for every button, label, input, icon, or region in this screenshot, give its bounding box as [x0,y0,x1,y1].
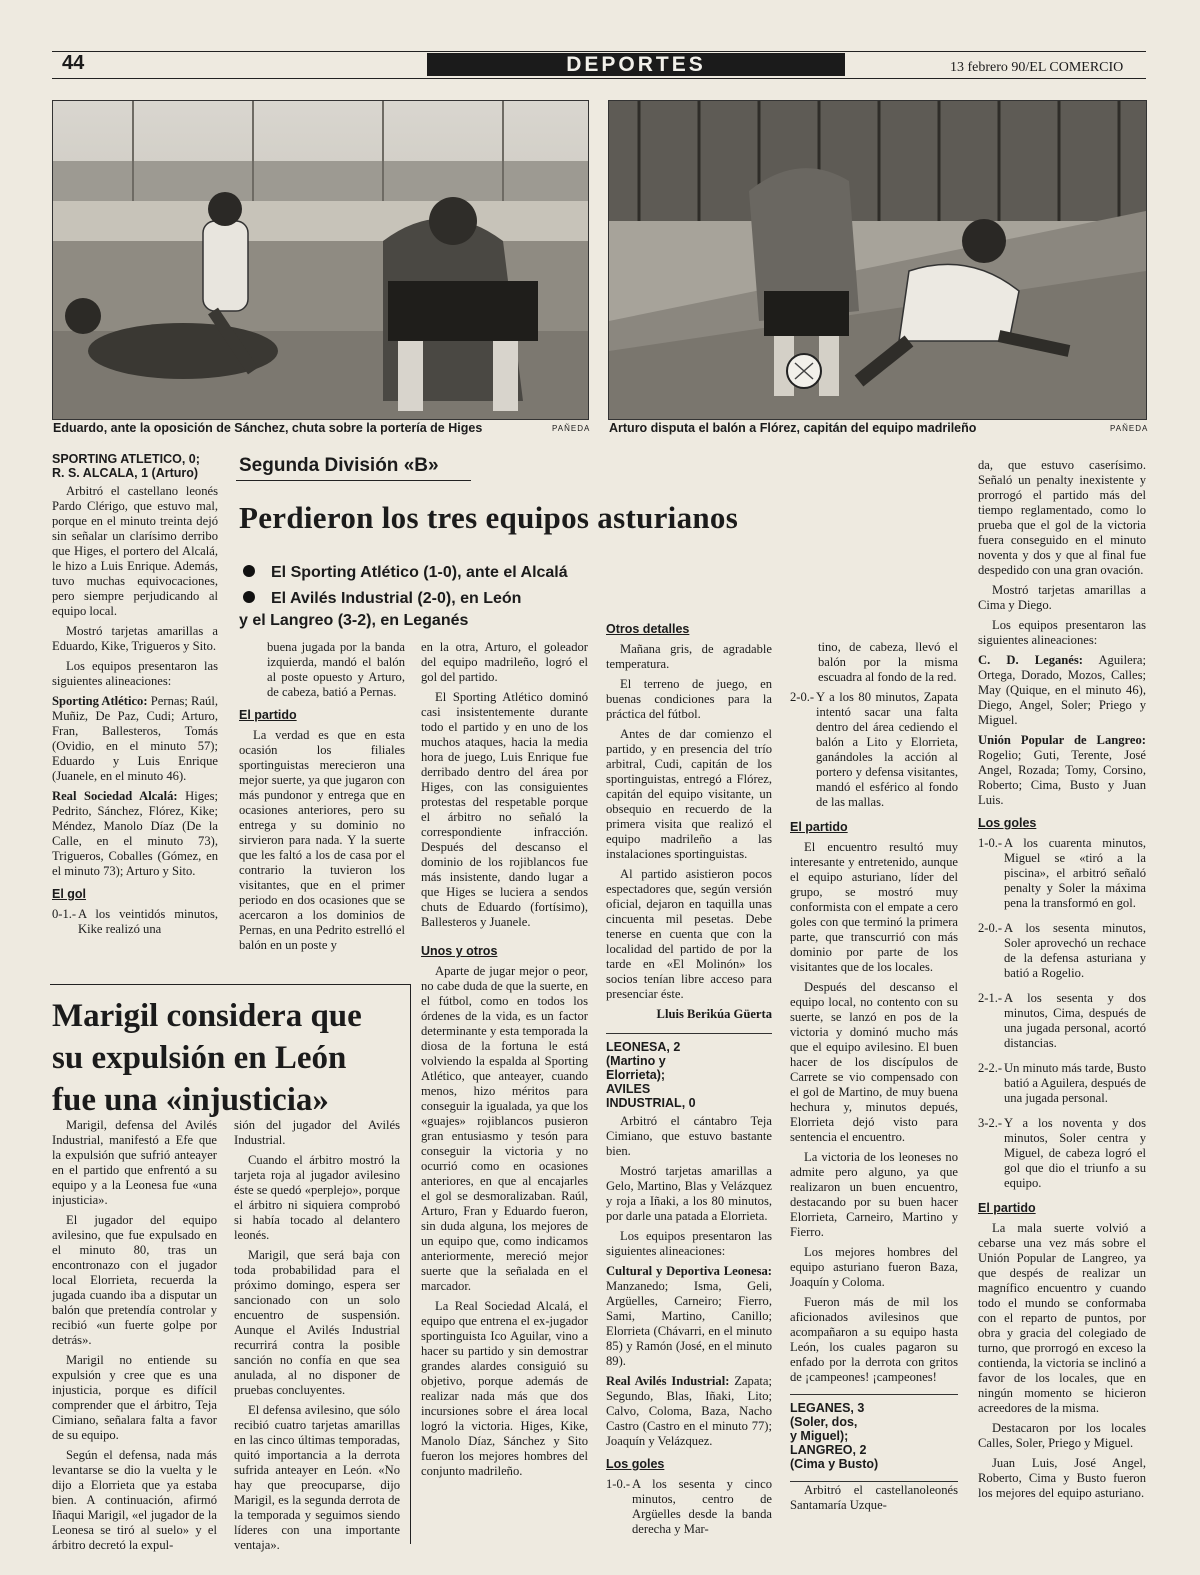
col6-lineups-intro: Los equipos presentaron las siguientes alineaciones: [978,618,1146,647]
kicker-rule [236,480,471,481]
marigil-paragraph-3: Marigil no entiende su expulsión y cree que es una injusticia, porque es difícil comprender que el árbitro, Teja Cimiano, señalara falta a favor de su equipo. [52,1353,217,1442]
leganes-goal-3: 2-1.- A los sesenta y dos minutos, Cima, después de una jugada personal, acortó distancias. [978,991,1146,1050]
col6-locals-paragraph: Destacaron por los locales Calles, Soler, Priego y Miguel. [978,1421,1146,1450]
sporting-report-column [52,452,218,947]
alcala-lineup: Real Sociedad Alcalá: Higes; Pedrito, Sánchez, Flórez, Kike; Méndez, Manolo Díaz (De la Calle, en el minuto 73), Trigueros, Coballes (Gómez, en el minuto 73); Arturo y Sito. [52,789,218,878]
col2-match-paragraph: La verdad es que en esta ocasión los filiales sportinguistas merecieron una mejor suerte, ya que jugaron con más pundonor y entrega que en ocasiones anteriores, pero su entrega y su dominio no sirvieron para nada. Y la suerte que les faltó a los de casa por el contrario la tuvieron los visitantes, que en el primer periodo en dos ocasiones que se acercaron a los dominios de Pernas, en una Pedrito estrelló el balón en un poste y [239,728,405,952]
marigil-paragraph-4: Según el defensa, nada más levantarse se dio la vuelta y le dijo a Elorrieta que ya estaba bien. A continuación, afirmó Iñaqui Marigil, «el jugador de la Leonesa se tiró al suelo» y el árbitro decretó la expul- [52,1448,217,1552]
photo-left [52,100,589,420]
marigil-paragraph-1: Marigil, defensa del Avilés Industrial, manifestó a Efe que la expulsión que sufrió anteayer en el partido que enfrentó a su equipo y a la Leonesa fue «una injusticia». [52,1118,217,1207]
col4-divider [606,1033,772,1034]
col6-referee-continuation: da, que estuvo caserísimo. Señaló un penalty inexistente y prorrogó el partido más del tiempo reglamentado, como lo prueba que el gol de la victoria fuera conseguido en el minuto noventa y dos y que al final fue despedido con una gran ovación. [978,458,1146,577]
langreo-lineup: Unión Popular de Langreo: Rogelio; Guti, Terente, José Angel, Rozada; Tomy, Corsino, Roberto; Cima, Busto y Juan Luis. [978,733,1146,807]
col5-divider [790,1394,958,1395]
photo-left-credit: PAÑEDA [552,424,591,433]
leonesa-goal-2: 2-0.- Y a los 80 minutos, Zapata intentó sacar una falta dentro del área cediendo el balón a Lito y Elorrieta, ganándoles la acción al portero y defensa visitantes, mandó el esférico al fondo de las mallas. [790,690,958,809]
photo-right-caption: Arturo disputa el balón a Flórez, capitán del equipo madrileño [609,421,977,435]
col5-fans-paragraph: Fueron más de mil los aficionados avilesinos que acompañaron a su equipo hasta León, los cuales pagaron su enfado por la derrota con gritos de ¡campeones! ¡campeones! [790,1295,958,1384]
marigil-column-1 [52,1118,217,1558]
col6-visitors-paragraph: Juan Luis, José Angel, Roberto, Cima y Busto fueron los mejores del equipo asturiano. [978,1456,1146,1500]
sporting-cards-paragraph: Mostró tarjetas amarillas a Eduardo, Kike, Trigueros y Sito. [52,624,218,653]
leonesa-lineup: Cultural y Deportiva Leonesa: Manzanedo; Isma, Geli, Argüelles, Carneiro; Fierro, Sami, Martino, Canillo; Elorrieta (Chávarri, en el minuto 85) y Ramón (José, en el minuto 89). [606,1264,772,1368]
dateline: 13 febrero 90/EL COMERCIO [950,60,1124,75]
col4-gift-paragraph: Antes de dar comienzo el partido, y en presencia del trío arbitral, Cudi, capitán de los sportinguistas, entregó a Flórez, capitán del equipo visitante, un obsequio en recuerdo de la primera visita que realizó el equipo madrileño a las instalaciones sportinguistas. [606,727,772,861]
leonesa-result: LEONESA, 2 (Martino y Elorrieta); AVILES INDUSTRIAL, 0 [606,1040,696,1110]
col2-match-heading: El partido [239,708,297,722]
sporting-goal-heading: El gol [52,887,87,901]
col3-alcala-paragraph: La Real Sociedad Alcalá, el equipo que entrena el ex-jugador sportinguista Ico Aguilar, vino a hacer su partido y sin demostrar grandes alardes consiguió su objetivo, porque además de realizar nada más que dos incursiones sobre el área local logró la victoria. Higes, Kike, Manolo Díaz, Sánchez y Sito fueron los mejores hombres del conjunto madrileño. [421,1299,588,1478]
col4-weather-paragraph: Mañana gris, de agradable temperatura. [606,642,772,671]
marigil-paragraph-7: Marigil, que será baja con toda probabilidad para el próximo domingo, espera ser sancionado con un solo encuentro de suspensión. Aunque el Avilés Industrial recurrirá contra la posible sanción no confía en que sea anulada, al no disponer de pruebas concluyentes. [234,1248,400,1397]
col5-match-heading: El partido [790,820,848,834]
col3-heading: Unos y otros [421,944,498,958]
leganes-goal-4: 2-2.- Un minuto más tarde, Busto batió a Aguilera, después de una jugada personal. [978,1061,1146,1105]
leganes-goal-2: 2-0.- A los sesenta minutos, Soler aprovechó un rechace de la defensa asturiana y batió a Rogelio. [978,921,1146,980]
col3-domination-paragraph: El Sporting Atlético dominó casi insistentemente durante todo el partido y en uno de los muchos ataques, hacia la media hora de juego, Luis Enrique fue derribado dentro del área por Higes, con las consiguientes protestas del respetable porque el árbitro no señaló la correspondiente infracción. Después del descanso el dominio de los rojiblancos fue más insistente, dando lugar a que Higes se luciera a sendos chuts de Eduardo (fortísimo), Ballesteros y Juanele. [421,690,588,929]
leganes-goals-heading: Los goles [978,816,1037,830]
col6-match-paragraph: La mala suerte volvió a cebarse una vez más sobre el Unión Popular de Langreo, ya que despés de realizar un magnífico encuentro y cuando todo el mundo se conformaba con el reparto de puntos, por obra y gracia del colegiado de turno, que prorrogó en exceso la contienda, la victoria se inclinó a favor de los locales, que en ningún momento se hicieron acreedores de la misma. [978,1221,1146,1415]
bullet-aviles: El Avilés Industrial (2-0), en León [239,588,521,610]
leganes-referee-paragraph: Arbitró el castellanoleonés Santamaría Uzque- [790,1483,958,1512]
col4-details-heading: Otros detalles [606,622,690,636]
bullet-sporting: El Sporting Atlético (1-0), ante el Alcalá [239,562,568,584]
marigil-paragraph-8: El defensa avilesino, que sólo recibió cuatro tarjetas amarillas en las cinco últimas temporadas, quitó importancia a la derrota sufrida anteayer en León. «No hay que preocuparse, dijo Marigil, es la segunda derrota de la temporada y seguimos siendo líderes con una importante ventaja». [234,1403,400,1552]
col5-best-players-paragraph: Los mejores hombres del equipo asturiano fueron Baza, Joaquín y Coloma. [790,1245,958,1289]
sporting-lineups-intro: Los equipos presentaron las siguientes alineaciones: [52,659,218,688]
header-bottom-rule [52,78,1146,79]
sporting-lineup: Sporting Atlético: Pernas; Raúl, Muñiz, De Paz, Cudi; Arturo, Fran, Ballesteros, Tomás (Ovidio, en el minuto 57); Eduardo y Luis Enrique (Juanele, en el minuto 46). [52,694,218,783]
marigil-paragraph-6: Cuando el árbitro mostró la tarjeta roja al jugador avilesino éste se quedó «perplejo», porque el árbitro ni siquiera comprobó si había tocado al delantero leonés. [234,1153,400,1242]
bullet-langreo: y el Langreo (3-2), en Leganés [239,612,469,629]
main-headline: Perdieron los tres equipos asturianos [239,500,739,535]
page-number: 44 [62,52,85,74]
sporting-goal-paragraph: 0-1.- A los veintidós minutos, Kike realizó una [52,907,218,936]
col2-opening-paragraph: buena jugada por la banda izquierda, mandó el balón al poste opuesto y Arturo, de cabeza, batió a Pernas. [267,640,405,699]
leganes-report-column [978,458,1146,1506]
marigil-box-side [410,984,411,1544]
aviles-lineup: Real Avilés Industrial: Zapata; Segundo, Blas, Iñaki, Lito; Calvo, Coloma, Baza, Nacho Castro (Castro en el minuto 77); Joaquín y Velázquez. [606,1374,772,1448]
leonesa-cards-paragraph: Mostró tarjetas amarillas a Gelo, Martino, Blas y Velázquez y roja a Iñaki, a los 80 minutos, por darle una patada a Elorrieta. [606,1164,772,1223]
col4-pitch-paragraph: El terreno de juego, en buenas condiciones para la práctica del fútbol. [606,677,772,721]
section-title: DEPORTES [427,53,845,76]
sporting-report-column-2 [239,640,405,958]
marigil-headline: Marigil considera que su expulsión en León fue una «injusticia» [52,998,362,1118]
byline: Lluis Berikúa Güerta [656,1007,772,1021]
photo-right [608,100,1147,420]
photo-left-caption: Eduardo, ante la oposición de Sánchez, chuta sobre la portería de Higes [53,421,483,435]
kicker-division: Segunda División «B» [239,455,439,476]
col5-match-paragraph-2: Después del descanso el equipo local, no contento con su suerte, se lanzó en pos de la victoria y dominó mucho más que el equipo avilesino. El buen hacer de los discípulos de Carrete se vio compensado con el gol de Martino, de muy buena hechura y, minutos depués, Elorrieta dejó visto para sentencia el encuentro. [790,980,958,1144]
marigil-paragraph-5: sión del jugador del Avilés Industrial. [234,1118,400,1147]
marigil-paragraph-2: El jugador del equipo avilesino, que fue expulsado en el minuto 80, tras un encontronazo con el jugador local Elorrieta, recuerda la jugada cuando iba a disputar un balón que pretendía controlar y recibió «un fuerte golpe por detrás». [52,1213,217,1347]
col3-opening-paragraph: en la otra, Arturo, el goleador del equipo madrileño, logró el gol del partido. [421,640,588,684]
leganes-result: LEGANES, 3 (Soler, dos, y Miguel); LANGREO, 2 (Cima y Busto) [790,1401,879,1471]
col3-luck-paragraph: Aparte de jugar mejor o peor, no cabe duda de que la suerte, en el fútbol, como en todos los órdenes de la vida, es un factor determinante y esta temporada la diosa de la fortuna le está volviendo la espalda al Sporting Atlético, que anteayer, cuando menos, hizo méritos para conseguir la igualada, ya que los «guajes» rojiblancos pusieron gran entusiasmo y tesón para conseguir la victoria y no ocurrió como en ocasiones anteriores, en que al encajarles el gol se desmoralizaban. Raúl, Arturo, Fran y Eduardo fueron, sin duda alguna, los mejores de un equipo que, como indicamos anteriormente, mereció mejor suerte que la señalada en el marcador. [421,964,588,1293]
leganes-goal-5: 3-2.- Y a los noventa y dos minutos, Soler centra y Miguel, de cabeza logró el gol que dio el triunfo a su equipo. [978,1116,1146,1190]
leonesa-goal-1: 1-0.- A los sesenta y cinco minutos, centro de Argüelles desde la banda derecha y Mar- [606,1477,772,1536]
col4-attendance-paragraph: Al partido asistieron pocos espectadores que, según versión oficial, dejaron en taquilla unas cincuenta mil pesetas. Debe tenerse en cuenta que con la localidad del partido de por la tarde en «El Molinón» los socios tenían libre acceso para presenciar éste. [606,867,772,1001]
leonesa-goals-heading: Los goles [606,1457,665,1471]
header-top-rule [52,51,1146,52]
sporting-referee-paragraph: Arbitró el castellano leonés Pardo Clérigo, que estuvo mal, porque en el minuto treinta dejó sin señalar un clarísimo derribo que Higes, el portero del Alcalá, le hizo a Luis Enrique. Además, tuvo muchas equivocaciones, pero siempre perjudicando al equipo local. [52,484,218,618]
col6-cards-paragraph: Mostró tarjetas amarillas a Cima y Diego. [978,583,1146,612]
col5-match-paragraph-3: La victoria de los leoneses no admite pero alguno, ya que realizaron un buen encuentro, destacando por su buen hacer Elorrieta, Carneiro, Martino y Fierro. [790,1150,958,1239]
marigil-box-top [50,984,410,985]
photo-right-credit: PAÑEDA [1110,424,1149,433]
leonesa-report-column-2 [790,640,958,1518]
leganes-goal-1: 1-0.- A los cuarenta minutos, Miguel se «tiró a la piscina», el arbitró señaló penalty y Soler la máxima pena la transformó en gol. [978,836,1146,910]
col6-match-heading: El partido [978,1201,1036,1215]
sporting-result: SPORTING ATLETICO, 0; R. S. ALCALA, 1 (Arturo) [52,452,200,480]
col5-goal-1-continuation: tino, de cabeza, llevó el balón por la misma escuadra al fondo de la red. [818,640,958,684]
bullet-dot [243,591,255,603]
bullet-dot [243,565,255,577]
col5-divider-2 [790,1481,958,1482]
leonesa-report-column [606,622,772,1547]
leonesa-lineups-intro: Los equipos presentaron las siguientes alineaciones: [606,1229,772,1258]
leonesa-referee-paragraph: Arbitró el cántabro Teja Cimiano, que estuvo bastante bien. [606,1114,772,1158]
leganes-lineup: C. D. Leganés: Aguilera; Ortega, Dorado, Mozos, Calles; May (Quique, en el minuto 46), Diego, Angel, Soler; Priego y Miguel. [978,653,1146,727]
sporting-report-column-3 [421,640,588,1484]
marigil-column-2 [234,1118,400,1558]
col5-match-paragraph-1: El encuentro resultó muy interesante y entretenido, aunque el equipo asturiano, líder del grupo, se mostró muy conformista con el empate a cero goles con que terminó la primera parte, que transcurrió con más dominio por parte de los visitantes que de los locales. [790,840,958,974]
